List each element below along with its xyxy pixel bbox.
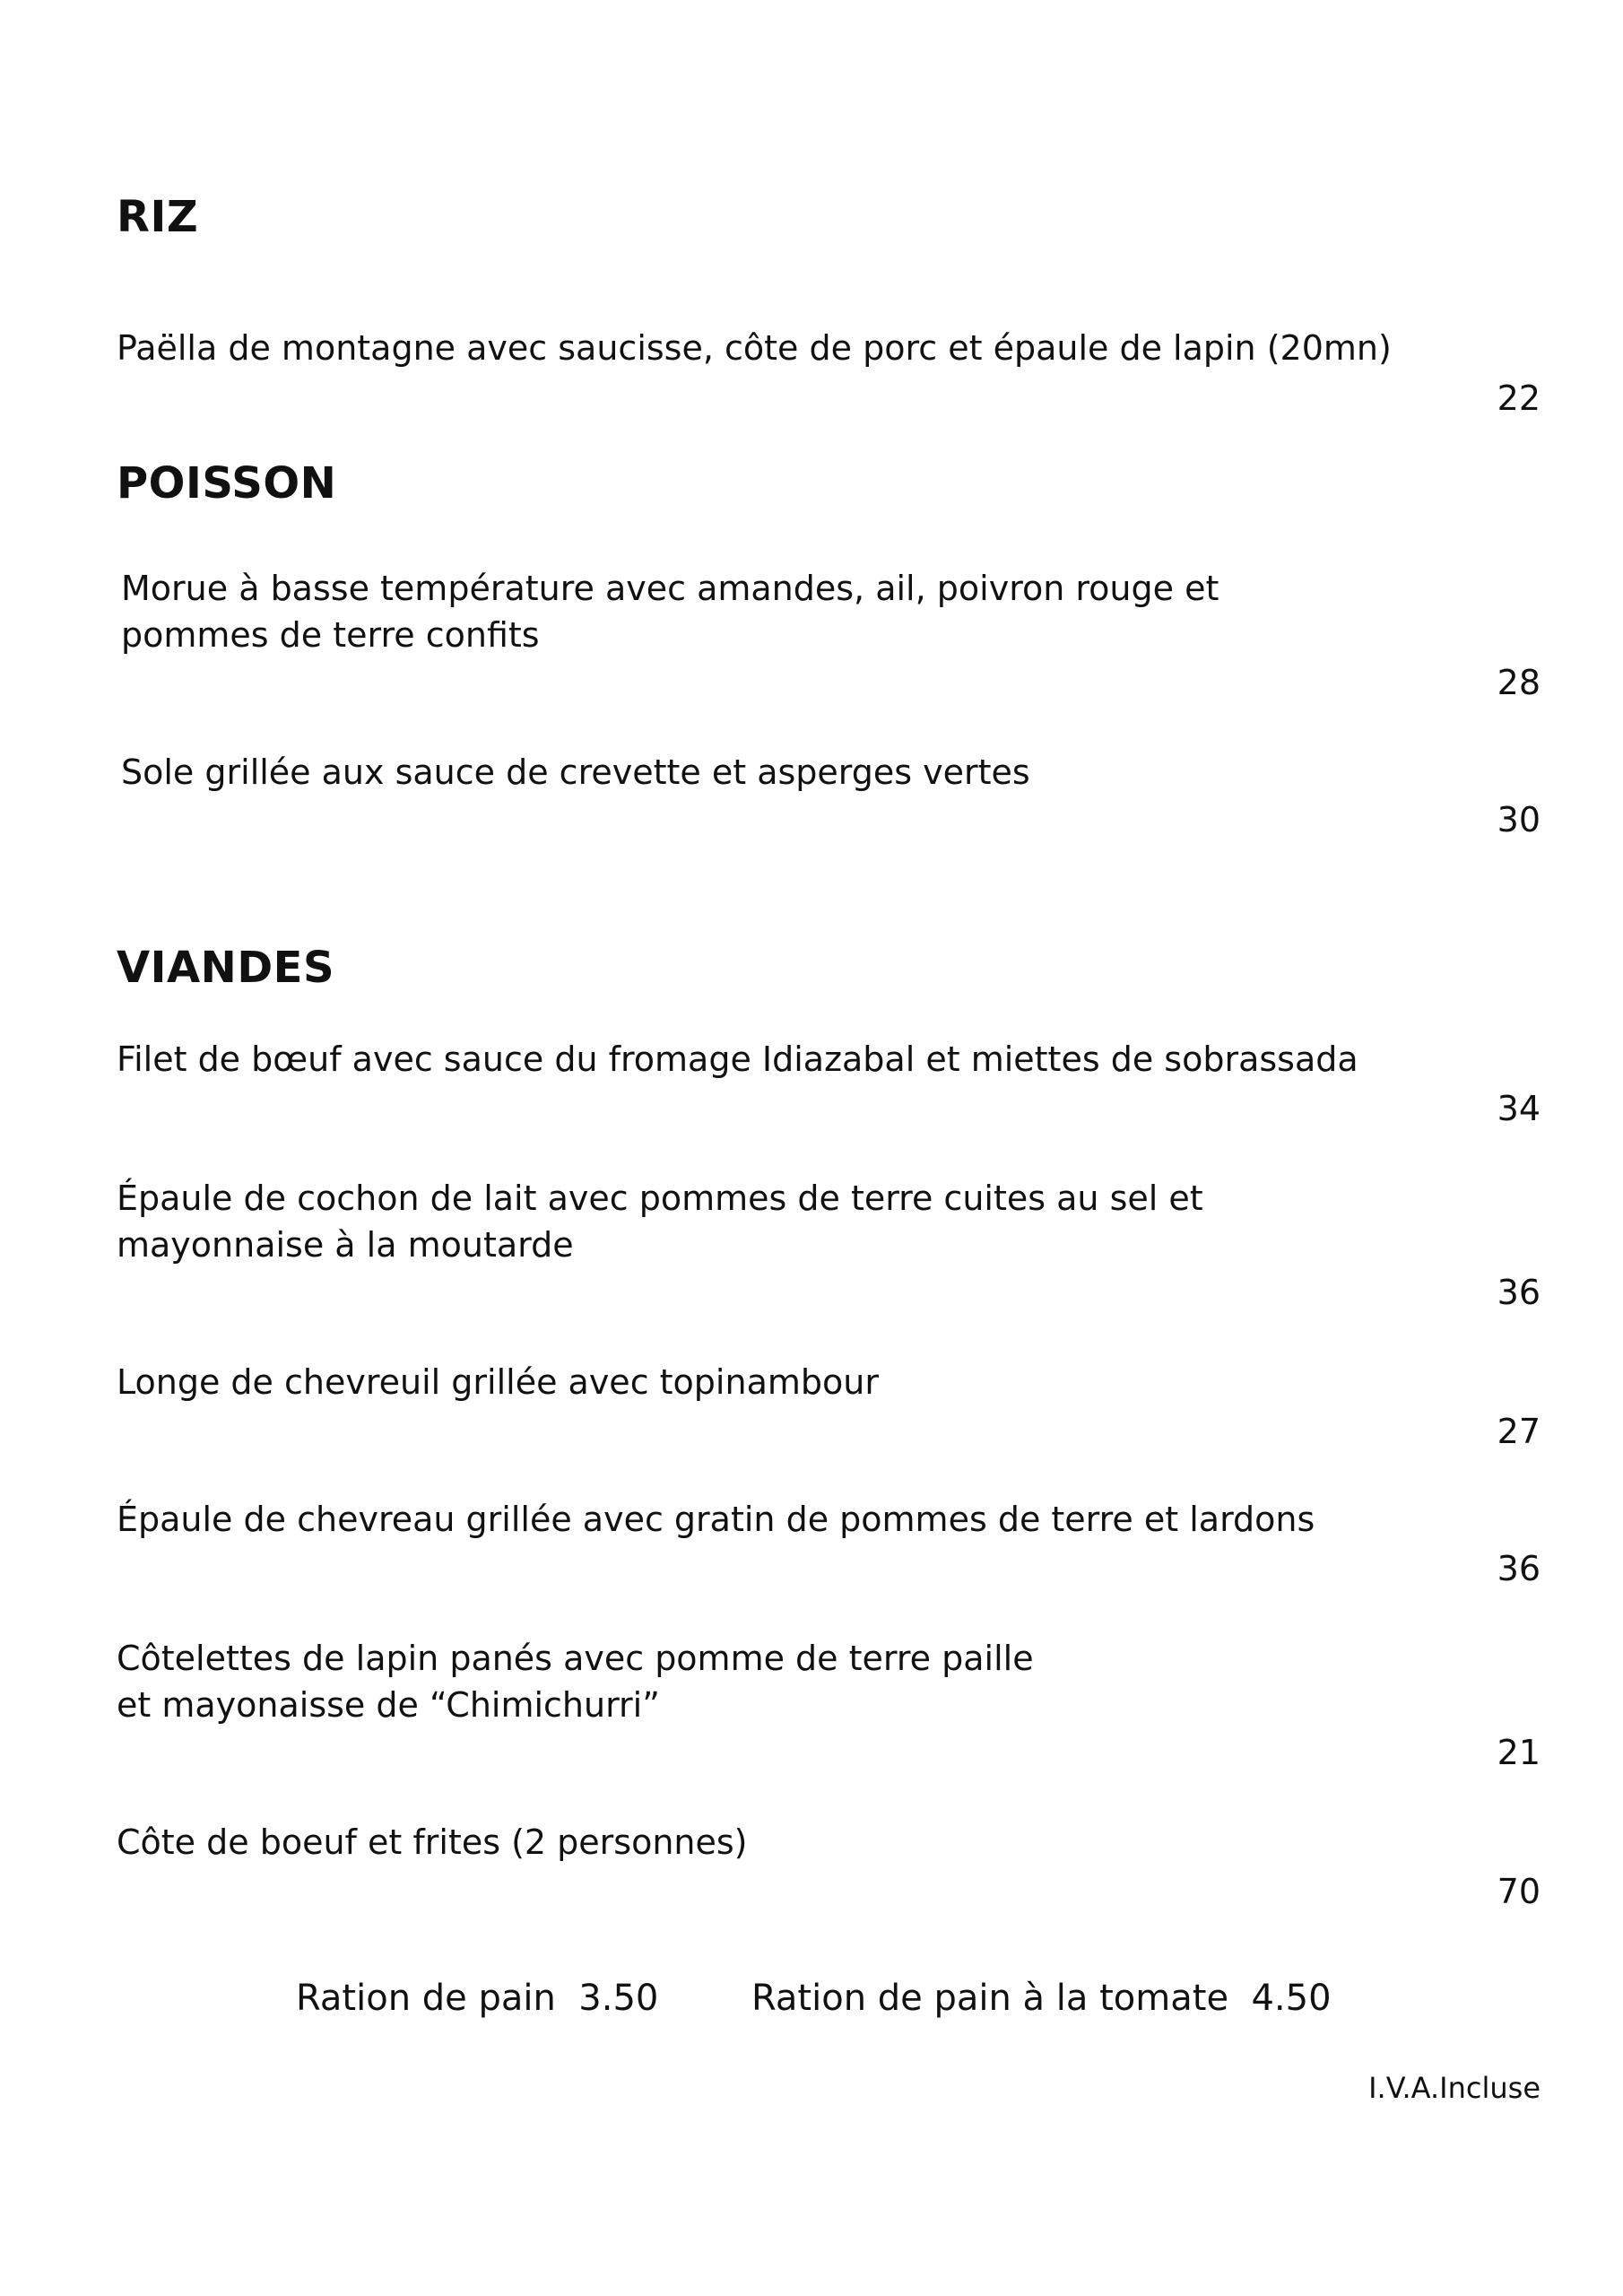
- dish-line: pommes de terre confits: [121, 615, 540, 655]
- dish-line: Sole grillée aux sauce de crevette et asperges vertes: [121, 752, 1030, 792]
- bread-ration-tomato: Ration de pain à la tomate 4.50: [751, 1978, 1332, 2019]
- dish-price: 22: [1497, 378, 1541, 418]
- dish-name: [117, 1496, 1551, 1543]
- bread-ration-plain: Ration de pain 3.50: [296, 1978, 659, 2019]
- dish-name: [117, 1635, 1551, 1728]
- dish-price: 36: [1497, 1549, 1541, 1588]
- dish-name: [117, 1359, 1551, 1405]
- dish-name: [121, 749, 1556, 796]
- dish-price: 70: [1497, 1872, 1541, 1911]
- dish-price: 21: [1497, 1733, 1541, 1772]
- dish-line: Longe de chevreuil grillée avec topinambour: [117, 1362, 879, 1402]
- dish-line: Côte de boeuf et frites (2 personnes): [117, 1822, 748, 1862]
- dish-line: Filet de bœuf avec sauce du fromage Idiazabal et miettes de sobrassada: [117, 1039, 1358, 1079]
- dish-line: Paëlla de montagne avec saucisse, côte de porc et épaule de lapin (20mn): [117, 328, 1392, 368]
- dish-name: [117, 325, 1551, 371]
- dish-name: [117, 1819, 1551, 1866]
- dish-name: [117, 1036, 1551, 1083]
- dish-price: 27: [1497, 1412, 1541, 1451]
- section-heading-poisson: POISSON: [117, 458, 337, 509]
- dish-price: 34: [1497, 1089, 1541, 1128]
- dish-line: et mayonaisse de “Chimichurri”: [117, 1685, 660, 1725]
- dish-line: Épaule de cochon de lait avec pommes de terre cuites au sel et: [117, 1178, 1203, 1218]
- dish-name: [117, 1175, 1551, 1268]
- vat-note: I.V.A.Incluse: [1368, 2071, 1541, 2105]
- dish-price: 30: [1497, 800, 1541, 839]
- section-heading-riz: RIZ: [117, 192, 199, 242]
- section-heading-viandes: VIANDES: [117, 943, 335, 993]
- dish-line: Côtelettes de lapin panés avec pomme de terre paille: [117, 1639, 1034, 1678]
- dish-line: mayonnaise à la moutarde: [117, 1225, 574, 1265]
- dish-line: Morue à basse température avec amandes, ail, poivron rouge et: [121, 569, 1219, 608]
- dish-line: Épaule de chevreau grillée avec gratin de pommes de terre et lardons: [117, 1500, 1315, 1539]
- dish-name: [121, 565, 1556, 658]
- dish-price: 28: [1497, 663, 1541, 702]
- dish-price: 36: [1497, 1273, 1541, 1312]
